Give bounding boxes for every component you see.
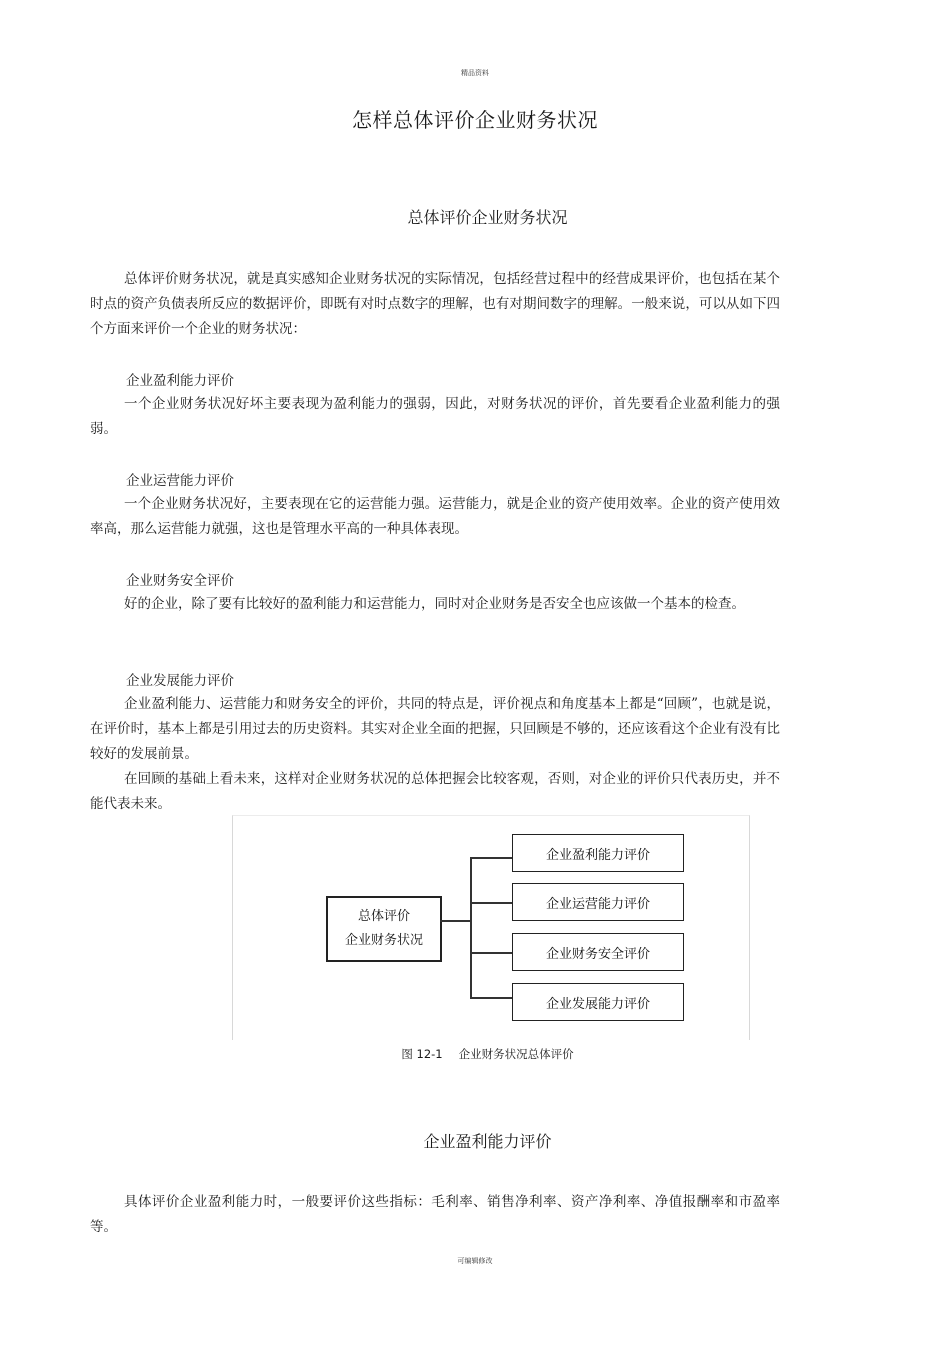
item-text-safety: 好的企业，除了要有比较好的盈利能力和运营能力，同时对企业财务是否安全也应该做一个基本的检查。 bbox=[124, 596, 745, 612]
diagram-child-operation: 企业运营能力评价 bbox=[512, 883, 684, 921]
section2-paragraph: 具体评价企业盈利能力时，一般要评价这些指标：毛利率、销售净利率、资产净利率、净值报酬率和市盈率等。 bbox=[90, 1194, 780, 1235]
diagram-root-box bbox=[326, 896, 442, 962]
item-title-development: 企业发展能力评价 bbox=[126, 673, 234, 689]
footer-note: 可编辑修改 bbox=[457, 1257, 493, 1265]
diagram-figure bbox=[232, 815, 750, 1040]
intro-paragraph: 总体评价财务状况，就是真实感知企业财务状况的实际情况，包括经营过程中的经营成果评价，也包括在某个时点的资产负债表所反应的数据评价，即既有对时点数字的理解，也有对期间数字的理解。一般来说，可以从如下四个方面来评价一个企业的财务状况： bbox=[90, 271, 780, 337]
section1-heading: 总体评价企业财务状况 bbox=[407, 208, 568, 227]
item-text-profitability: 一个企业财务状况好坏主要表现为盈利能力的强弱，因此，对财务状况的评价，首先要看企业盈利能力的强弱。 bbox=[90, 396, 780, 437]
connector-branch-4 bbox=[470, 997, 512, 999]
page-title: 怎样总体评价企业财务状况 bbox=[352, 108, 598, 132]
connector-branch-1 bbox=[470, 857, 512, 859]
connector-branch-3 bbox=[470, 952, 512, 954]
item-text-operation: 一个企业财务状况好，主要表现在它的运营能力强。运营能力，就是企业的资产使用效率。企业的资产使用效率高，那么运营能力就强，这也是管理水平高的一种具体表现。 bbox=[90, 496, 780, 537]
diagram-root-line1: 总体评价 bbox=[357, 909, 410, 924]
diagram-child-development: 企业发展能力评价 bbox=[512, 983, 684, 1021]
section2-heading: 企业盈利能力评价 bbox=[423, 1132, 552, 1151]
caption-text: 企业财务状况总体评价 bbox=[458, 1047, 574, 1061]
diagram-child-safety: 企业财务安全评价 bbox=[512, 933, 684, 971]
connector-root bbox=[440, 920, 470, 922]
figure-caption bbox=[0, 1046, 950, 1062]
item-title-safety: 企业财务安全评价 bbox=[126, 573, 234, 589]
diagram-child-profitability: 企业盈利能力评价 bbox=[512, 834, 684, 872]
diagram-root-line2: 企业财务状况 bbox=[344, 933, 423, 948]
item-text-development: 企业盈利能力、运营能力和财务安全的评价，共同的特点是，评价视点和角度基本上都是“回顾”，也就是说，在评价时，基本上都是引用过去的历史资料。其实对企业全面的把握，只回顾是不够的，还应该看这个企业有没有比较好的发展前景。 bbox=[90, 696, 780, 762]
item-title-profitability: 企业盈利能力评价 bbox=[126, 373, 234, 389]
item-title-operation: 企业运营能力评价 bbox=[126, 473, 234, 489]
connector-trunk bbox=[470, 857, 472, 998]
caption-number: 图 12-1 bbox=[401, 1047, 443, 1061]
closing-paragraph: 在回顾的基础上看未来，这样对企业财务状况的总体把握会比较客观，否则，对企业的评价只代表历史，并不能代表未来。 bbox=[90, 771, 780, 812]
connector-branch-2 bbox=[470, 902, 512, 904]
header-note: 精品资料 bbox=[461, 69, 489, 77]
